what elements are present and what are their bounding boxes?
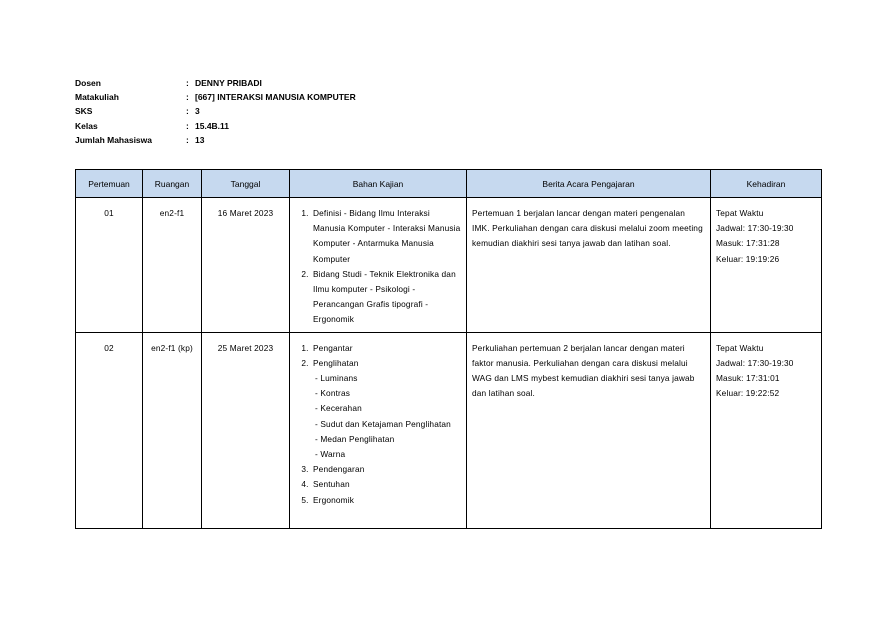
info-colon: : — [186, 120, 189, 131]
topic-item — [311, 356, 461, 462]
topic-list — [295, 341, 461, 508]
subtopic-item: - Warna — [315, 449, 346, 460]
info-label: Matakuliah — [75, 92, 119, 103]
topic-item — [311, 341, 461, 356]
attendance-check-out: Keluar: 19:22:52 — [716, 388, 780, 399]
cell-ruangan: en2-f1 — [143, 198, 202, 333]
cell-pertemuan: 01 — [76, 198, 143, 333]
table-row — [76, 332, 822, 528]
info-label: Dosen — [75, 78, 101, 88]
meeting-table — [75, 169, 822, 529]
topic-item — [311, 462, 461, 477]
cell-berita-acara — [467, 332, 711, 528]
subtopic-list — [313, 371, 461, 462]
table-header-row — [76, 170, 822, 198]
topic-text: Penglihatan — [313, 357, 359, 368]
info-label: SKS — [75, 106, 93, 117]
berita-acara-text: Pertemuan 1 berjalan lancar dengan materi pengenalan IMK. Perkuliahan dengan cara diskusi melalui zoom meeting kemudian diakhiri sesi tanya jawab dan latihan soal. — [472, 208, 703, 249]
topic-list — [295, 206, 461, 328]
attendance-status: Tepat Waktu — [716, 342, 764, 353]
info-label: Kelas — [75, 120, 98, 131]
cell-bahan-kajian — [290, 198, 467, 333]
course-info-block — [75, 76, 356, 147]
subtopic-item: - Kontras — [315, 388, 351, 399]
cell-bahan-kajian — [290, 332, 467, 528]
topic-text: Ergonomik — [313, 494, 355, 505]
topic-text: Sentuhan — [313, 479, 350, 490]
topic-item — [311, 493, 461, 508]
info-label: Jumlah Mahasiswa — [75, 134, 153, 145]
cell-ruangan: en2-f1 (kp) — [143, 332, 202, 528]
attendance-status: Tepat Waktu — [716, 208, 764, 218]
info-value: 15.4B.11 — [195, 120, 230, 131]
attendance-check-out: Keluar: 19:19:26 — [716, 253, 780, 264]
info-value: DENNY PRIBADI — [195, 78, 262, 88]
info-row-matakuliah — [75, 90, 356, 104]
subtopic-item: - Kecerahan — [315, 403, 362, 414]
info-colon: : — [186, 92, 189, 103]
attendance-check-in: Masuk: 17:31:01 — [716, 373, 780, 384]
info-colon: : — [186, 78, 189, 88]
cell-pertemuan: 02 — [76, 332, 143, 528]
info-row-sks — [75, 104, 356, 118]
info-colon: : — [186, 134, 189, 145]
table-row — [76, 198, 822, 333]
subtopic-item: - Sudut dan Ketajaman Penglihatan — [315, 418, 451, 429]
info-colon: : — [186, 106, 189, 117]
header-berita-acara: Berita Acara Pengajaran — [467, 170, 711, 198]
attendance-schedule: Jadwal: 17:30-19:30 — [716, 357, 794, 368]
subtopic-item: - Medan Penglihatan — [315, 433, 395, 444]
cell-tanggal: 16 Maret 2023 — [202, 198, 290, 333]
topic-text: Pengantar — [313, 342, 353, 353]
header-ruangan: Ruangan — [143, 170, 202, 198]
header-tanggal: Tanggal — [202, 170, 290, 198]
info-row-kelas — [75, 119, 356, 133]
header-bahan-kajian: Bahan Kajian — [290, 170, 467, 198]
cell-kehadiran — [711, 198, 822, 333]
topic-text: Pendengaran — [313, 464, 365, 475]
subtopic-item: - Luminans — [315, 373, 358, 384]
topic-item: 2. Bidang Studi - Teknik Elektronika dan Ilmu komputer - Psikologi - Perancangan Grafis tipografi - Ergonomik — [311, 267, 461, 328]
attendance-schedule: Jadwal: 17:30-19:30 — [716, 223, 794, 234]
info-row-jumlah-mahasiswa — [75, 133, 356, 147]
attendance-check-in: Masuk: 17:31:28 — [716, 238, 780, 249]
topic-item — [311, 477, 461, 492]
info-row-dosen — [75, 76, 356, 90]
cell-berita-acara — [467, 198, 711, 333]
header-pertemuan: Pertemuan — [76, 170, 143, 198]
info-value: 13 — [195, 134, 205, 145]
topic-item: 1. Definisi - Bidang Ilmu Interaksi Manusia Komputer - Interaksi Manusia Komputer - Antarmuka Manusia Komputer — [311, 206, 461, 267]
berita-acara-text: Perkuliahan pertemuan 2 berjalan lancar dengan materi faktor manusia. Perkuliahan dengan cara diskusi melalui WAG dan LMS mybest kemudian diakhiri sesi tanya jawab dan latihan soal. — [472, 342, 695, 399]
cell-kehadiran — [711, 332, 822, 528]
info-value: [667] INTERAKSI MANUSIA KOMPUTER — [195, 92, 356, 103]
cell-tanggal: 25 Maret 2023 — [202, 332, 290, 528]
header-kehadiran: Kehadiran — [711, 170, 822, 198]
info-value: 3 — [195, 106, 200, 117]
